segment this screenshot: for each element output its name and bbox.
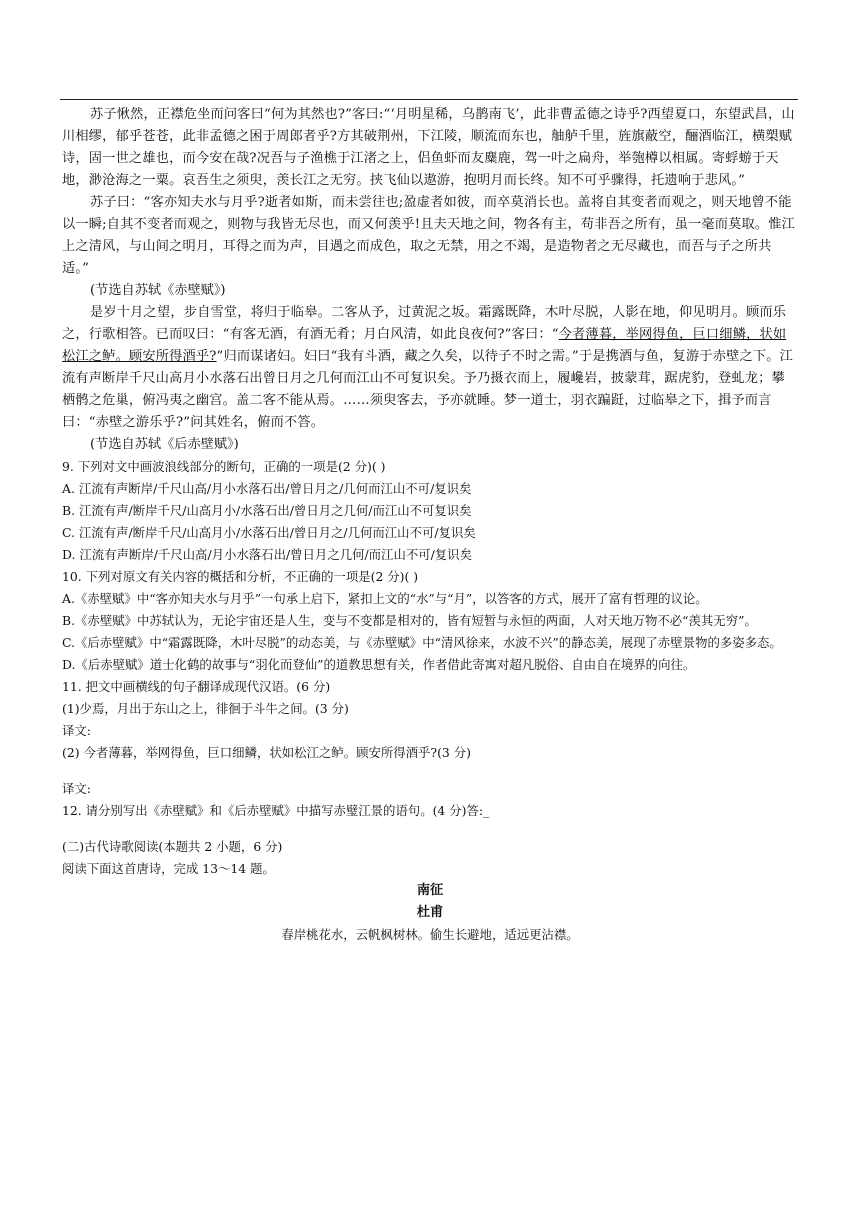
q10-option-c: C.《后赤壁赋》中“霜露既降，木叶尽脱”的动态美，与《赤壁赋》中“清风徐来，水波不兴”的静态美，展现了赤壁景物的多姿多态。 — [62, 635, 782, 650]
q11-translation2-label: 译文: — [62, 781, 91, 796]
header-rule — [60, 99, 798, 100]
q10-option-a: A.《赤壁赋》中“客亦知夫水与月乎”一句承上启下，紧扣上文的“水”与“月”，以答客的方式，展开了富有哲理的议论。 — [62, 591, 708, 606]
poem-author: 杜甫 — [416, 905, 444, 920]
q11-sentence2: (2) 今者薄暮，举网得鱼，巨口细鳞，状如松江之鲈。顾安所得酒乎?(3 分) — [62, 745, 471, 760]
q10-option-b: B.《赤壁赋》中苏轼认为，无论宇宙还是人生，变与不变都是相对的，皆有短暂与永恒的两面，人对天地万物不必“羡其无穷”。 — [62, 613, 757, 628]
q10-stem: 10. 下列对原文有关内容的概括和分析，不正确的一项是(2 分)( ) — [62, 569, 419, 584]
q9-option-c: C. 江流有声/断岸千尺/山高月小/水落石出/曾日月之/几何而江山不可/复识矣 — [62, 525, 476, 540]
q11-stem: 11. 把文中画横线的句子翻译成现代汉语。(6 分) — [62, 679, 331, 694]
q11-sentence1: (1)少焉，月出于东山之上，徘徊于斗牛之间。(3 分) — [62, 701, 349, 716]
q10-option-d: D.《后赤壁赋》道士化鹤的故事与“羽化而登仙”的道教思想有关，作者借此寄寓对超凡脱俗、自由自在境界的向往。 — [62, 657, 696, 672]
q9-option-a: A. 江流有声断岸/千尺山高/月小水落石出/曾日月之/几何而江山不可/复识矣 — [62, 481, 472, 496]
q9-option-b: B. 江流有声/断岸千尺/山高月小/水落石出/曾日月之几何/而江山不可复识矣 — [62, 503, 472, 518]
q9-stem: 9. 下列对文中画波浪线部分的断句，正确的一项是(2 分)( ) — [62, 459, 386, 474]
passage1-source: (节选自苏轼《赤壁赋》) — [90, 283, 226, 298]
passage2-text-a: 是岁十月之望，步自雪堂，将归于临皋。二客从予，过黄泥之坂。霜露既降，木叶尽脱，人影在地，仰见明月。顾而乐之，行歌相答。已而叹曰：“有客无酒，有酒无肴；月白风清，如此良夜何?”客曰：“ — [62, 305, 787, 342]
passage1-paragraph2: 苏子曰：“客亦知夫水与月乎?逝者如斯，而未尝往也;盈虚者如彼，而卒莫消长也。盖将自其变者而观之，则天地曾不能以一瞬;自其不变者而观之，则物与我皆无尽也，而又何羡乎!且夫天地之间，物各有主，苟非吾之所有，虽一毫而莫取。惟江上之清风，与山间之明月，耳得之而为声，目遇之而成色，取之无禁，用之不竭，是造物者之无尽藏也，而吾与子之所共适。” — [62, 195, 796, 276]
poem-line: 春岸桃花水，云帆枫树林。偷生长避地，适远更沾襟。 — [281, 927, 579, 942]
q9-option-d: D. 江流有声断岸/千尺山高/月小水落石出/曾日月之几何/而江山不可/复识矣 — [62, 547, 472, 562]
passage2-text-b: ”归而谋诸妇。妇曰“我有斗酒，藏之久矣，以待子不时之需。”于是携酒与鱼，复游于赤壁之下。江流有声断岸千尺山高月小水落石出曾日月之几何而江山不可复识矣。予乃摄衣而上，履巉岩，披蒙茸，踞虎豹，登虬龙；攀栖鹘之危巢，俯冯夷之幽宫。盖二客不能从焉。……须臾客去，予亦就睡。梦一道士，羽衣蹁跹，过临皋之下，揖予而言曰：“赤壁之游乐乎?”问其姓名，俯而不答。 — [62, 349, 794, 430]
passage1-paragraph1: 苏子愀然，正襟危坐而问客曰“何为其然也?”客曰:“‘月明星稀，乌鹊南飞’，此非曹孟德之诗乎?西望夏口，东望武昌，山川相缪，郁乎苍苍，此非孟德之困于周郎者乎?方其破荆州，下江陵，顺流而东也，舳舻千里，旌旗蔽空，酾酒临江，横槊赋诗，固一世之雄也，而今安在哉?况吾与子渔樵于江渚之上，侣鱼虾而友麋鹿，驾一叶之扁舟，举匏樽以相属。寄蜉蝣于天地，渺沧海之一粟。哀吾生之须臾，羡长江之无穷。挟飞仙以遨游，抱明月而长终。知不可乎骤得，托遗响于悲风。” — [62, 107, 795, 188]
passage2-source: (节选自苏轼《后赤壁赋》) — [90, 437, 239, 452]
page-content — [62, 104, 798, 946]
poem-title: 南征 — [416, 883, 444, 898]
underlined-sentence: 今者薄暮，举网得鱼，巨口细鳞，状如松江之鲈。顾安所得酒乎? — [62, 327, 787, 364]
section2-intro: 阅读下面这首唐诗，完成 13～14 题。 — [62, 861, 275, 876]
passage2-paragraph — [62, 302, 798, 434]
q12-stem: 12. 请分别写出《赤壁赋》和《后赤壁赋》中描写赤璧江景的语句。(4 分)答:_ — [62, 803, 490, 818]
q11-translation1-label: 译文: — [62, 723, 91, 738]
section2-heading: (二)古代诗歌阅读(本题共 2 小题，6 分) — [62, 839, 283, 854]
